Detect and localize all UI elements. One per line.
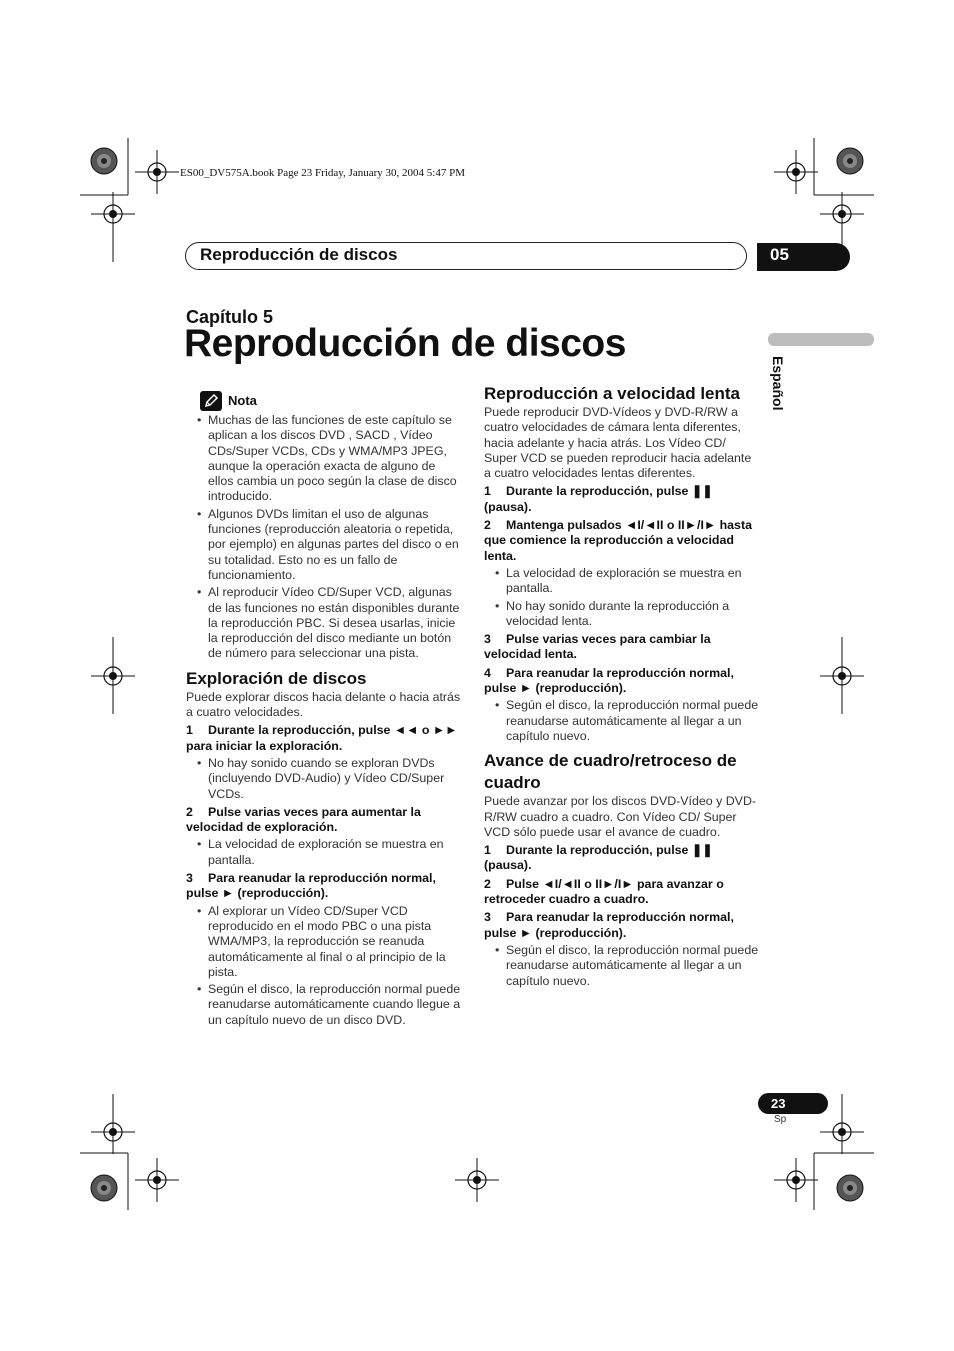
step <box>484 632 759 663</box>
step-number: 3 <box>186 871 193 886</box>
note-item: • Al reproducir Vídeo CD/Super VCD, algunas de las funciones no están disponibles durante la reproducción PBC. Si desea usarlas, inicie la reproducción del disco mediante un botón de número para seleccionar una pista. <box>186 585 461 661</box>
step <box>186 871 461 902</box>
page-number-pill <box>758 1093 828 1114</box>
step-text: Durante la reproducción, pulse ❚❚ (pausa). <box>484 484 713 514</box>
step <box>484 518 759 564</box>
step <box>186 723 461 754</box>
step-text: Durante la reproducción, pulse ❚❚ (pausa). <box>484 843 713 873</box>
page-suffix: Sp <box>774 1114 787 1125</box>
page-number: 23 <box>771 1096 786 1111</box>
step-text: Para reanudar la reproducción normal, pulse ► (reproducción). <box>186 871 436 901</box>
page-title: Reproducción de discos <box>184 322 626 365</box>
section-intro: Puede explorar discos hacia delante o hacia atrás a cuatro velocidades. <box>186 689 461 720</box>
chapter-number: 05 <box>770 245 789 264</box>
note-item: • Muchas de las funciones de este capítulo se aplican a los discos DVD , SACD , Vídeo CDs/Super VCDs, CDs y WMA/MP3 JPEG, aunque la operación exacta de alguno de ellos cambia un poco según la clase de disco introducido. <box>186 413 461 505</box>
step-text: Durante la reproducción, pulse ◄◄ o ►► para iniciar la exploración. <box>186 723 458 753</box>
step <box>484 910 759 941</box>
section-heading-frame: Avance de cuadro/retroceso de cuadro <box>484 751 737 793</box>
bullet-item: • Según el disco, la reproducción normal puede reanudarse automáticamente cuando llegue a un capítulo nuevo de un disco DVD. <box>186 982 461 1028</box>
bullet-item: • No hay sonido durante la reproducción a velocidad lenta. <box>484 599 759 630</box>
bullet-item: • La velocidad de exploración se muestra en pantalla. <box>484 566 759 597</box>
note-header <box>186 391 461 411</box>
step-number: 1 <box>484 843 491 858</box>
step <box>484 484 759 515</box>
section-intro: Puede reproducir DVD-Vídeos y DVD-R/RW a cuatro velocidades de cámara lenta diferentes, hacia adelante y hacia atrás. Los Vídeo CD/ Super VCD se pueden reproducir hacia adelante a cuatro velocidades lentas diferentes. <box>484 405 752 481</box>
step-number: 3 <box>484 910 491 925</box>
language-tab: Español <box>770 356 786 411</box>
step-number: 2 <box>186 804 193 819</box>
step <box>186 805 461 836</box>
step-text: Pulse ◄I/◄II o II►/I► para avanzar o retroceder cuadro a cuadro. <box>484 876 724 907</box>
bullet-item: • No hay sonido cuando se exploran DVDs (incluyendo DVD-Audio) y Vídeo CD/Super VCDs. <box>186 756 461 802</box>
note-label: Nota <box>228 393 257 409</box>
right-column <box>484 383 759 989</box>
step-number: 2 <box>484 876 491 891</box>
step-text: Pulse varias veces para cambiar la velocidad lenta. <box>484 632 711 662</box>
bullet-item: • La velocidad de exploración se muestra en pantalla. <box>186 837 461 868</box>
language-tab-bar <box>768 333 874 346</box>
section-intro: Puede avanzar por los discos DVD-Vídeo y DVD-R/RW cuadro a cuadro. Con Vídeo CD/ Super VCD sólo puede usar el avance de cuadro. <box>484 794 757 839</box>
step-number: 3 <box>484 632 491 647</box>
step-text: Para reanudar la reproducción normal, pulse ► (reproducción). <box>484 665 734 696</box>
header-title: Reproducción de discos <box>200 245 398 264</box>
pencil-icon <box>200 391 222 411</box>
step <box>484 877 759 908</box>
step-number: 1 <box>484 484 491 499</box>
step-text: Para reanudar la reproducción normal, pulse ► (reproducción). <box>484 910 734 940</box>
bullet-item: • Según el disco, la reproducción normal puede reanudarse automáticamente al llegar a un capítulo nuevo. <box>484 943 759 989</box>
bullet-item: • Según el disco, la reproducción normal puede reanudarse automáticamente al llegar a un capítulo nuevo. <box>484 698 759 744</box>
step <box>484 843 759 874</box>
step-text: Pulse varias veces para aumentar la velocidad de exploración. <box>186 804 421 835</box>
step-number: 4 <box>484 665 491 680</box>
left-column <box>186 391 461 1028</box>
step-text: Mantenga pulsados ◄I/◄II o II►/I► hasta que comience la reproducción a velocidad lenta. <box>484 518 752 563</box>
file-info: ES00_DV575A.book Page 23 Friday, January 30, 2004 5:47 PM <box>180 167 465 179</box>
note-list <box>186 413 461 662</box>
chapter-label: Capítulo 5 <box>186 307 274 327</box>
section-heading-slow: Reproducción a velocidad lenta <box>484 384 741 403</box>
bullet-item: • Al explorar un Vídeo CD/Super VCD reproducido en el modo PBC o una pista WMA/MP3, la reproducción se reanuda automáticamente al final o al principio de la pista. <box>186 904 461 980</box>
step-number: 1 <box>186 723 193 738</box>
step-number: 2 <box>484 518 491 533</box>
note-item: • Algunos DVDs limitan el uso de algunas funciones (reproducción aleatoria o repetida, por ejemplo) en algunas partes del disco o en su totalidad. Esto no es un fallo de funcionamiento. <box>186 507 461 583</box>
step <box>484 666 759 697</box>
section-heading-scan: Exploración de discos <box>186 668 367 688</box>
